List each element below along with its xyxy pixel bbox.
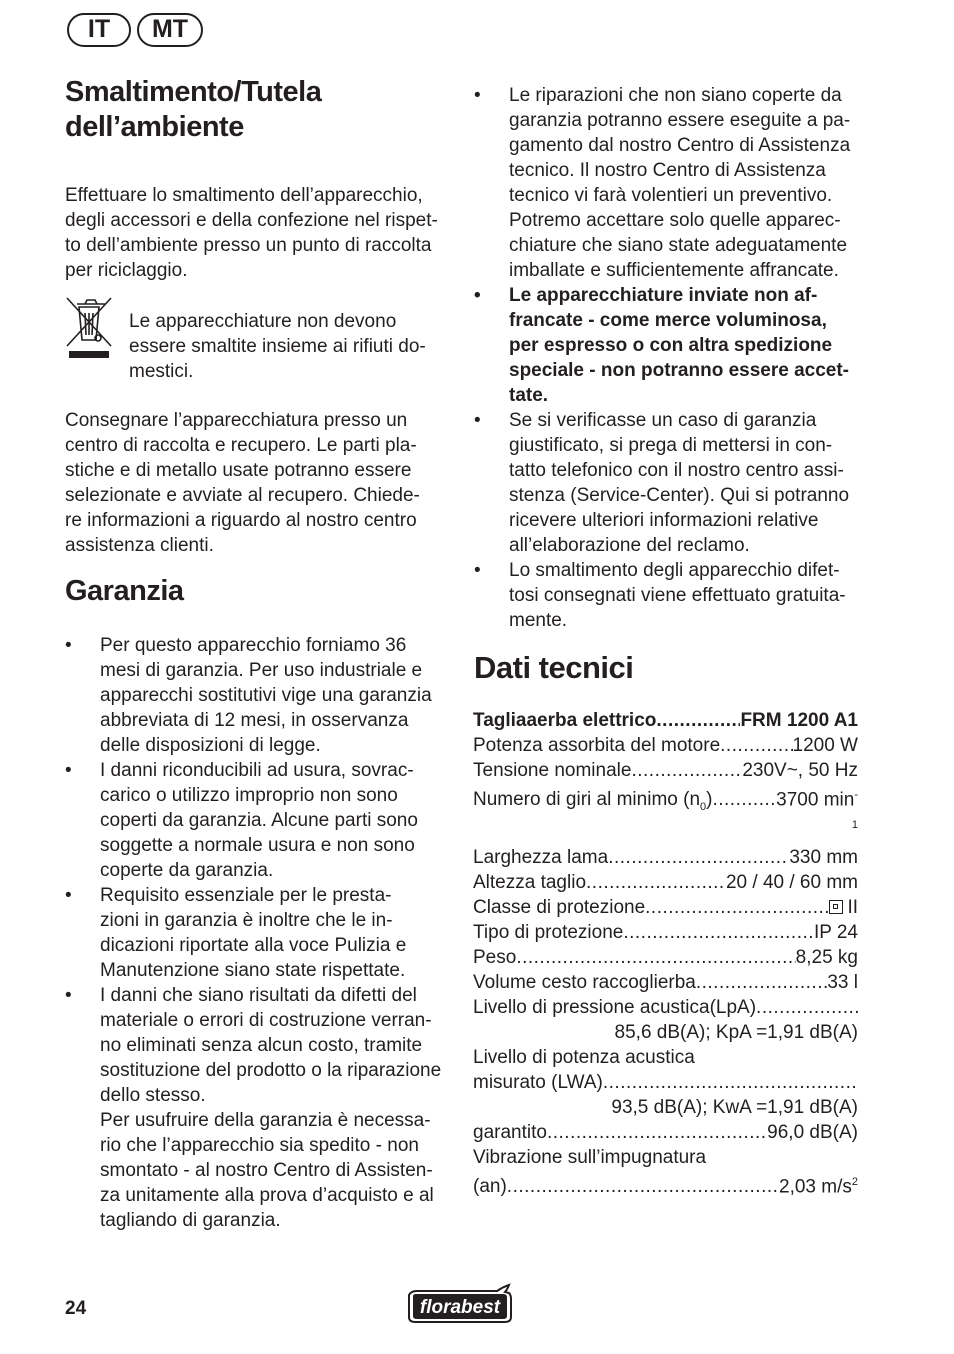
- florabest-logo: [405, 1283, 515, 1325]
- warranty-list-continued: [474, 83, 874, 633]
- bullet: •: [474, 285, 481, 306]
- page-number: 24: [65, 1298, 87, 1319]
- spec-row-cutting-height: Altezza taglio ..... 20 / 40 / 60 mm: [473, 870, 858, 895]
- list-item: • Per questo apparecchio forniamo 36 mesi di garanzia. Per uso industriale e apparecchi sostitutivi vige una garanzia abbreviata di 12 mesi, in osservanza delle disposizioni di legge.: [65, 635, 432, 756]
- bullet: •: [474, 410, 481, 431]
- spec-rpm-exponent: 1: [851, 819, 858, 832]
- bullet: •: [65, 885, 72, 906]
- bullet: •: [474, 85, 481, 106]
- spec-row-sound-pressure: Livello di pressione acustica(LpA) .....: [473, 995, 858, 1020]
- spec-row-protection-class: Classe di protezione ..... II: [473, 895, 858, 920]
- weee-note: Le apparecchiature non devono essere smaltite insieme ai rifiuti do- mestici.: [129, 311, 426, 382]
- tech-data-heading: Dati tecnici: [474, 650, 634, 685]
- spec-row-power: Potenza assorbita del motore ..... 1200 W: [473, 733, 858, 758]
- spec-row-guaranteed: garantito ..... 96,0 dB(A): [473, 1120, 858, 1145]
- language-badge-it: IT: [67, 13, 131, 47]
- disposal-heading: [65, 75, 321, 145]
- bullet: •: [65, 635, 72, 656]
- spec-row-weight: Peso ..... 8,25 kg: [473, 945, 858, 970]
- list-item: • Requisito essenziale per le presta- zioni in garanzia è inoltre che le in- dicazioni riportate alla voce Pulizia e Manutenzione siano state rispettate.: [65, 885, 407, 981]
- spec-row-ip-rating: Tipo di protezione ..... IP 24: [473, 920, 858, 945]
- spec-row-sound-power-label: Livello di potenza acustica: [473, 1047, 695, 1069]
- crossed-out-wheelie-bin-icon: [65, 296, 113, 360]
- language-badge-mt: MT: [137, 13, 203, 47]
- bullet: •: [474, 560, 481, 581]
- disposal-paragraph-1: Effettuare lo smaltimento dell’apparecchio, degli accessori e della confezione nel rispet- to dell’ambiente presso un punto di raccolta per riciclaggio.: [65, 185, 438, 281]
- list-item: • I danni riconducibili ad usura, sovrac- carico o utilizzo improprio non sono coperti da garanzia. Alcune parti sono soggette a normale usura e non sono coperte da garanzia.: [65, 760, 418, 881]
- disposal-paragraph-2: Consegnare l’apparecchiatura presso un centro di raccolta e recupero. Le parti pla- stiche e di metallo usate potranno essere selezionate e avviate al recupero. Chiede- re informazioni a riguardo al nostro centro assistenza clienti.: [65, 410, 420, 556]
- spec-table: [473, 708, 858, 1199]
- list-item: • I danni che siano risultati da difetti del materiale o errori di costruzione verran- no eliminati senza alcun costo, tramite sostituzione del prodotto o la riparazione dello stesso. Per usufruire della garanzia è necessa- rio che l’apparecchio sia spedito - non smontato - al nostro Centro di Assisten- za unitamente alla prova d’acquisto e al tagliando di garanzia.: [65, 985, 442, 1231]
- spec-row-model: Tagliaaerba elettrico ..... FRM 1200 A1: [473, 708, 858, 733]
- logo-text: florabest: [419, 1297, 501, 1318]
- disposal-heading-line2: dell’ambiente: [65, 111, 244, 143]
- spec-row-vibration-label: Vibrazione sull’impugnatura: [473, 1147, 707, 1169]
- spec-row-sound-power-value: 93,5 dB(A); KwA =1,91 dB(A): [611, 1097, 858, 1119]
- spec-row-rpm: Numero di giri al minimo $(n_0)$ ..... 3700 min-: [473, 783, 858, 820]
- warranty-heading: Garanzia: [65, 575, 184, 607]
- list-item: • Le riparazioni che non siano coperte da garanzia potranno essere eseguite a pa- gamento dal nostro Centro di Assistenza tecnico. Il nostro Centro di Assistenza tecnico vi farà volentieri un preventivo. Potremo accettare solo quelle apparec- chiature che siano state adeguatamente imballate e sufficientemente affrancate.: [474, 85, 851, 281]
- spec-row-basket-volume: Volume cesto raccoglierba ..... 33 l: [473, 970, 858, 995]
- list-item: • Lo smaltimento degli apparecchio difet- tosi consegnati viene effettuato gratuita- mente.: [474, 560, 846, 631]
- bullet: •: [65, 985, 72, 1006]
- disposal-heading-line1: Smaltimento/Tutela: [65, 76, 322, 108]
- spec-row-voltage: Tensione nominale ..... 230V~, 50 Hz: [473, 758, 858, 783]
- protection-class-ii-icon: [829, 900, 843, 914]
- spec-row-sound-pressure-value: 85,6 dB(A); KpA =1,91 dB(A): [614, 1022, 858, 1044]
- spec-row-blade-width: Larghezza lama ..... 330 mm: [473, 845, 858, 870]
- warranty-list: [65, 633, 455, 1233]
- spec-row-vibration: (an) ..... 2,03 $m/s^2$: [473, 1170, 858, 1199]
- list-item: • Se si verificasse un caso di garanzia giustificato, si prega di mettersi in con- tatto telefonico con il nostro centro assi- stenza (Service-Center). Qui si potranno ricevere ulteriori informazioni relative all’elaborazione del reclamo.: [474, 410, 850, 556]
- list-item-bold: • Le apparecchiature inviate non af- francate - come merce voluminosa, per espresso o con altra spedizione speciale - non potranno essere accet- tate.: [474, 285, 850, 406]
- spec-row-sound-power-measured: misurato (LWA) .....: [473, 1070, 858, 1095]
- bullet: •: [65, 760, 72, 781]
